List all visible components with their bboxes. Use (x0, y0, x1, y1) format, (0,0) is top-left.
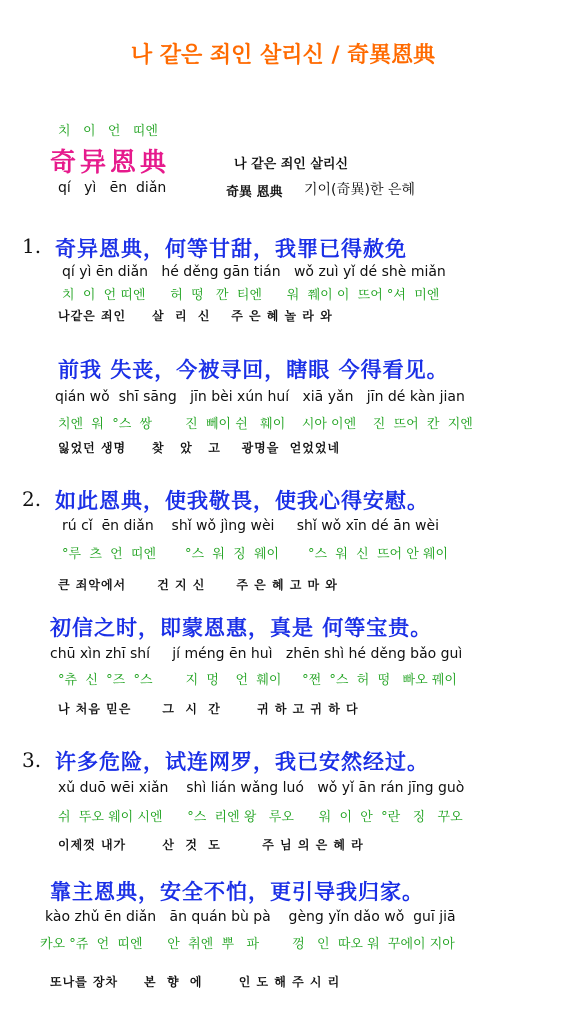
chinese-line: 靠主恩典，安全不怕，更引导我归家。 (50, 879, 424, 904)
chinese-line: 前我 失丧，今被寻回，瞎眼 今得看见。 (58, 357, 449, 382)
pinyin-line: chū xìn zhī shí jí méng ēn huì zhēn shì hé děng bǎo guì (50, 646, 463, 662)
korean-reading-line: 카오 °쥬 언 띠엔 안 취엔 뿌 파 껑 인 따오 워 꾸에이 지아 (40, 937, 455, 952)
pinyin-line: qí yì ēn diǎn hé děng gān tián wǒ zuì yǐ dé shè miǎn (62, 264, 446, 280)
korean-lyrics-line: 또나를 장차 본 향 에 인 도 해 주 시 리 (50, 975, 341, 989)
korean-lyrics-line: 큰 죄악에서 건 지 신 주 은 혜 고 마 와 (58, 578, 338, 592)
chinese-line: 许多危险，试连网罗，我已安然经过。 (55, 749, 429, 774)
header-korean-title: 나 같은 죄인 살리신 (234, 157, 349, 172)
chinese-line: 如此恩典，使我敬畏，使我心得安慰。 (55, 488, 429, 513)
korean-reading-line: 치엔 워 °스 쌍 진 뻬이 쉰 훼이 시아 이엔 진 뜨어 칸 지엔 (58, 417, 473, 432)
verse-number: 1. (22, 234, 42, 258)
korean-reading-line: °루 츠 언 띠엔 °스 워 징 웨이 °스 워 신 뜨어 안 웨이 (62, 547, 449, 562)
chinese-line: 初信之时，即蒙恩惠，真是 何等宝贵。 (50, 615, 433, 640)
korean-reading-line: °츄 신 °즈 °스 지 멍 언 훼이 °쩐 °스 허 떵 빠오 꿰이 (58, 673, 457, 688)
pinyin-line: xǔ duō wēi xiǎn shì lián wǎng luó wǒ yǐ ān rán jīng guò (58, 780, 465, 796)
header-pinyin: qí yì ēn diǎn (58, 180, 167, 196)
verse-number: 2. (22, 487, 42, 511)
header-korean-reading: 치 이 언 띠엔 (58, 124, 158, 139)
korean-lyrics-line: 잃었던 생명 찾 았 고 광명을 얻었었네 (58, 441, 341, 455)
header-chinese-title: 奇异恩典 (50, 148, 171, 178)
korean-reading-line: 쉬 뚜오 웨이 시엔 °스 리엔 왕 루오 워 이 안 °란 징 꾸오 (58, 810, 463, 825)
korean-reading-line: 치 이 언 띠엔 허 떵 깐 티엔 워 쮀이 이 뜨어 °셔 미엔 (62, 288, 440, 303)
korean-lyrics-line: 이제껏 내가 산 것 도 주 님 의 은 혜 라 (58, 838, 364, 852)
korean-lyrics-line: 나 처음 믿은 그 시 간 귀 하 고 귀 하 다 (58, 702, 359, 716)
chinese-line: 奇异恩典，何等甘甜，我罪已得赦免 (55, 236, 407, 261)
korean-lyrics-line: 나같은 죄인 살 리 신 주 은 혜 놀 라 와 (58, 309, 333, 323)
pinyin-line: qián wǒ shī sāng jīn bèi xún huí xiā yǎn jīn dé kàn jian (55, 389, 465, 405)
header-meaning: 기이(奇異)한 은혜 (304, 182, 415, 198)
page-title: 나 같은 죄인 살리신 / 奇異恩典 (130, 43, 436, 68)
pinyin-line: rú cǐ ēn diǎn shǐ wǒ jìng wèi shǐ wǒ xīn dé ān wèi (62, 518, 439, 534)
verse-number: 3. (22, 748, 42, 772)
header-hanja: 奇異 恩典 (226, 185, 283, 200)
pinyin-line: kào zhǔ ēn diǎn ān quán bù pà gèng yǐn dǎo wǒ guī jiā (45, 909, 456, 925)
